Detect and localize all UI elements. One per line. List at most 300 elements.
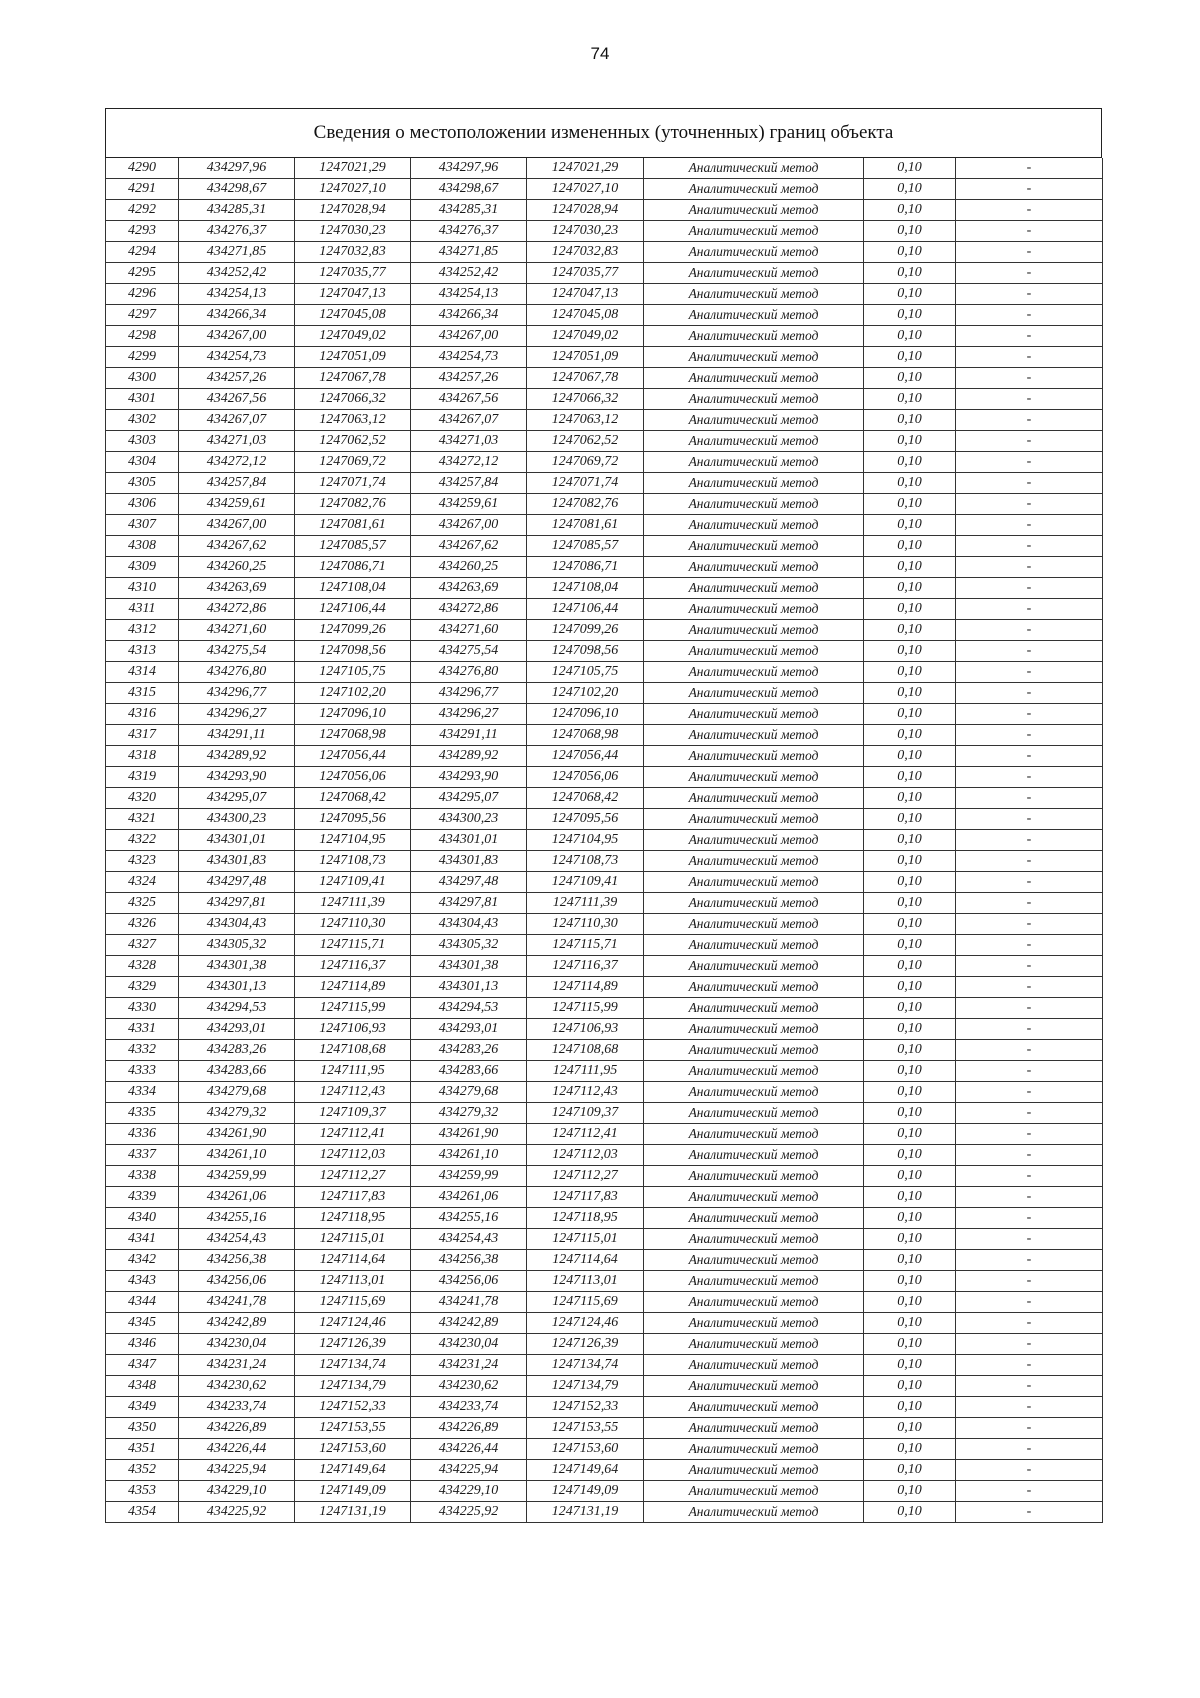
boundary-coordinates-table bbox=[105, 158, 1103, 1523]
y-existing-cell: 1247086,71 bbox=[295, 557, 411, 578]
point-number-cell: 4315 bbox=[106, 683, 179, 704]
note-cell: - bbox=[956, 1418, 1103, 1439]
accuracy-cell: 0,10 bbox=[864, 830, 956, 851]
x-new-cell: 434231,24 bbox=[411, 1355, 527, 1376]
accuracy-cell: 0,10 bbox=[864, 1166, 956, 1187]
boundary-table-container bbox=[105, 108, 1102, 1523]
table-row bbox=[106, 473, 1103, 494]
y-new-cell: 1247049,02 bbox=[527, 326, 644, 347]
method-cell: Аналитический метод bbox=[644, 284, 864, 305]
y-existing-cell: 1247108,04 bbox=[295, 578, 411, 599]
y-new-cell: 1247118,95 bbox=[527, 1208, 644, 1229]
y-existing-cell: 1247112,43 bbox=[295, 1082, 411, 1103]
method-cell: Аналитический метод bbox=[644, 872, 864, 893]
y-existing-cell: 1247118,95 bbox=[295, 1208, 411, 1229]
x-new-cell: 434263,69 bbox=[411, 578, 527, 599]
accuracy-cell: 0,10 bbox=[864, 914, 956, 935]
y-existing-cell: 1247095,56 bbox=[295, 809, 411, 830]
note-cell: - bbox=[956, 704, 1103, 725]
y-existing-cell: 1247045,08 bbox=[295, 305, 411, 326]
x-new-cell: 434267,62 bbox=[411, 536, 527, 557]
accuracy-cell: 0,10 bbox=[864, 599, 956, 620]
method-cell: Аналитический метод bbox=[644, 1208, 864, 1229]
x-new-cell: 434261,90 bbox=[411, 1124, 527, 1145]
y-existing-cell: 1247051,09 bbox=[295, 347, 411, 368]
note-cell: - bbox=[956, 599, 1103, 620]
x-existing-cell: 434279,68 bbox=[179, 1082, 295, 1103]
y-existing-cell: 1247126,39 bbox=[295, 1334, 411, 1355]
y-existing-cell: 1247081,61 bbox=[295, 515, 411, 536]
method-cell: Аналитический метод bbox=[644, 851, 864, 872]
table-row bbox=[106, 452, 1103, 473]
y-existing-cell: 1247099,26 bbox=[295, 620, 411, 641]
note-cell: - bbox=[956, 1334, 1103, 1355]
note-cell: - bbox=[956, 1250, 1103, 1271]
x-existing-cell: 434272,12 bbox=[179, 452, 295, 473]
accuracy-cell: 0,10 bbox=[864, 368, 956, 389]
point-number-cell: 4351 bbox=[106, 1439, 179, 1460]
y-new-cell: 1247114,64 bbox=[527, 1250, 644, 1271]
note-cell: - bbox=[956, 242, 1103, 263]
y-existing-cell: 1247108,73 bbox=[295, 851, 411, 872]
point-number-cell: 4301 bbox=[106, 389, 179, 410]
y-new-cell: 1247134,79 bbox=[527, 1376, 644, 1397]
point-number-cell: 4338 bbox=[106, 1166, 179, 1187]
accuracy-cell: 0,10 bbox=[864, 389, 956, 410]
accuracy-cell: 0,10 bbox=[864, 1019, 956, 1040]
table-row bbox=[106, 1502, 1103, 1523]
table-row bbox=[106, 200, 1103, 221]
point-number-cell: 4305 bbox=[106, 473, 179, 494]
accuracy-cell: 0,10 bbox=[864, 1502, 956, 1523]
table-row bbox=[106, 1376, 1103, 1397]
note-cell: - bbox=[956, 935, 1103, 956]
x-existing-cell: 434283,26 bbox=[179, 1040, 295, 1061]
method-cell: Аналитический метод bbox=[644, 1040, 864, 1061]
point-number-cell: 4323 bbox=[106, 851, 179, 872]
y-new-cell: 1247105,75 bbox=[527, 662, 644, 683]
x-new-cell: 434297,96 bbox=[411, 158, 527, 179]
accuracy-cell: 0,10 bbox=[864, 1061, 956, 1082]
method-cell: Аналитический метод bbox=[644, 1250, 864, 1271]
note-cell: - bbox=[956, 389, 1103, 410]
point-number-cell: 4346 bbox=[106, 1334, 179, 1355]
note-cell: - bbox=[956, 578, 1103, 599]
accuracy-cell: 0,10 bbox=[864, 725, 956, 746]
note-cell: - bbox=[956, 305, 1103, 326]
y-existing-cell: 1247115,71 bbox=[295, 935, 411, 956]
accuracy-cell: 0,10 bbox=[864, 1376, 956, 1397]
note-cell: - bbox=[956, 284, 1103, 305]
method-cell: Аналитический метод bbox=[644, 620, 864, 641]
method-cell: Аналитический метод bbox=[644, 1292, 864, 1313]
point-number-cell: 4313 bbox=[106, 641, 179, 662]
table-row bbox=[106, 1481, 1103, 1502]
note-cell: - bbox=[956, 1502, 1103, 1523]
point-number-cell: 4310 bbox=[106, 578, 179, 599]
table-row bbox=[106, 1040, 1103, 1061]
y-existing-cell: 1247068,42 bbox=[295, 788, 411, 809]
x-new-cell: 434254,13 bbox=[411, 284, 527, 305]
x-new-cell: 434272,12 bbox=[411, 452, 527, 473]
x-new-cell: 434259,61 bbox=[411, 494, 527, 515]
note-cell: - bbox=[956, 851, 1103, 872]
table-row bbox=[106, 1334, 1103, 1355]
point-number-cell: 4321 bbox=[106, 809, 179, 830]
note-cell: - bbox=[956, 1376, 1103, 1397]
x-existing-cell: 434301,01 bbox=[179, 830, 295, 851]
note-cell: - bbox=[956, 1019, 1103, 1040]
y-new-cell: 1247032,83 bbox=[527, 242, 644, 263]
accuracy-cell: 0,10 bbox=[864, 767, 956, 788]
method-cell: Аналитический метод bbox=[644, 788, 864, 809]
y-existing-cell: 1247114,64 bbox=[295, 1250, 411, 1271]
x-new-cell: 434252,42 bbox=[411, 263, 527, 284]
y-existing-cell: 1247098,56 bbox=[295, 641, 411, 662]
y-existing-cell: 1247021,29 bbox=[295, 158, 411, 179]
method-cell: Аналитический метод bbox=[644, 1061, 864, 1082]
point-number-cell: 4354 bbox=[106, 1502, 179, 1523]
x-new-cell: 434267,07 bbox=[411, 410, 527, 431]
accuracy-cell: 0,10 bbox=[864, 1271, 956, 1292]
accuracy-cell: 0,10 bbox=[864, 1334, 956, 1355]
y-new-cell: 1247081,61 bbox=[527, 515, 644, 536]
table-row bbox=[106, 494, 1103, 515]
y-new-cell: 1247152,33 bbox=[527, 1397, 644, 1418]
method-cell: Аналитический метод bbox=[644, 263, 864, 284]
table-row bbox=[106, 1418, 1103, 1439]
x-existing-cell: 434271,60 bbox=[179, 620, 295, 641]
y-existing-cell: 1247106,44 bbox=[295, 599, 411, 620]
y-existing-cell: 1247049,02 bbox=[295, 326, 411, 347]
point-number-cell: 4290 bbox=[106, 158, 179, 179]
method-cell: Аналитический метод bbox=[644, 1334, 864, 1355]
y-new-cell: 1247115,69 bbox=[527, 1292, 644, 1313]
y-existing-cell: 1247028,94 bbox=[295, 200, 411, 221]
table-row bbox=[106, 809, 1103, 830]
y-new-cell: 1247045,08 bbox=[527, 305, 644, 326]
y-new-cell: 1247021,29 bbox=[527, 158, 644, 179]
accuracy-cell: 0,10 bbox=[864, 641, 956, 662]
y-new-cell: 1247111,95 bbox=[527, 1061, 644, 1082]
note-cell: - bbox=[956, 326, 1103, 347]
y-new-cell: 1247085,57 bbox=[527, 536, 644, 557]
point-number-cell: 4322 bbox=[106, 830, 179, 851]
y-existing-cell: 1247131,19 bbox=[295, 1502, 411, 1523]
y-new-cell: 1247124,46 bbox=[527, 1313, 644, 1334]
accuracy-cell: 0,10 bbox=[864, 1439, 956, 1460]
note-cell: - bbox=[956, 1187, 1103, 1208]
point-number-cell: 4292 bbox=[106, 200, 179, 221]
y-existing-cell: 1247114,89 bbox=[295, 977, 411, 998]
x-existing-cell: 434259,61 bbox=[179, 494, 295, 515]
y-existing-cell: 1247117,83 bbox=[295, 1187, 411, 1208]
y-new-cell: 1247068,98 bbox=[527, 725, 644, 746]
x-new-cell: 434255,16 bbox=[411, 1208, 527, 1229]
accuracy-cell: 0,10 bbox=[864, 1040, 956, 1061]
method-cell: Аналитический метод bbox=[644, 1019, 864, 1040]
x-existing-cell: 434293,90 bbox=[179, 767, 295, 788]
point-number-cell: 4330 bbox=[106, 998, 179, 1019]
point-number-cell: 4319 bbox=[106, 767, 179, 788]
x-new-cell: 434295,07 bbox=[411, 788, 527, 809]
table-row bbox=[106, 1250, 1103, 1271]
note-cell: - bbox=[956, 1460, 1103, 1481]
accuracy-cell: 0,10 bbox=[864, 347, 956, 368]
x-existing-cell: 434276,37 bbox=[179, 221, 295, 242]
method-cell: Аналитический метод bbox=[644, 641, 864, 662]
note-cell: - bbox=[956, 431, 1103, 452]
table-row bbox=[106, 872, 1103, 893]
method-cell: Аналитический метод bbox=[644, 1082, 864, 1103]
y-new-cell: 1247117,83 bbox=[527, 1187, 644, 1208]
note-cell: - bbox=[956, 1271, 1103, 1292]
method-cell: Аналитический метод bbox=[644, 473, 864, 494]
point-number-cell: 4350 bbox=[106, 1418, 179, 1439]
y-new-cell: 1247115,71 bbox=[527, 935, 644, 956]
table-row bbox=[106, 284, 1103, 305]
method-cell: Аналитический метод bbox=[644, 1376, 864, 1397]
table-row bbox=[106, 1166, 1103, 1187]
accuracy-cell: 0,10 bbox=[864, 704, 956, 725]
accuracy-cell: 0,10 bbox=[864, 1208, 956, 1229]
x-existing-cell: 434271,03 bbox=[179, 431, 295, 452]
table-row bbox=[106, 998, 1103, 1019]
method-cell: Аналитический метод bbox=[644, 1397, 864, 1418]
y-new-cell: 1247116,37 bbox=[527, 956, 644, 977]
accuracy-cell: 0,10 bbox=[864, 431, 956, 452]
note-cell: - bbox=[956, 662, 1103, 683]
y-new-cell: 1247051,09 bbox=[527, 347, 644, 368]
x-existing-cell: 434283,66 bbox=[179, 1061, 295, 1082]
x-existing-cell: 434256,38 bbox=[179, 1250, 295, 1271]
y-existing-cell: 1247116,37 bbox=[295, 956, 411, 977]
point-number-cell: 4303 bbox=[106, 431, 179, 452]
note-cell: - bbox=[956, 494, 1103, 515]
y-existing-cell: 1247085,57 bbox=[295, 536, 411, 557]
y-new-cell: 1247104,95 bbox=[527, 830, 644, 851]
table-row bbox=[106, 683, 1103, 704]
note-cell: - bbox=[956, 956, 1103, 977]
point-number-cell: 4331 bbox=[106, 1019, 179, 1040]
x-existing-cell: 434256,06 bbox=[179, 1271, 295, 1292]
y-new-cell: 1247066,32 bbox=[527, 389, 644, 410]
y-new-cell: 1247149,64 bbox=[527, 1460, 644, 1481]
x-existing-cell: 434254,43 bbox=[179, 1229, 295, 1250]
method-cell: Аналитический метод bbox=[644, 368, 864, 389]
x-new-cell: 434271,60 bbox=[411, 620, 527, 641]
point-number-cell: 4339 bbox=[106, 1187, 179, 1208]
table-row bbox=[106, 578, 1103, 599]
point-number-cell: 4307 bbox=[106, 515, 179, 536]
x-existing-cell: 434233,74 bbox=[179, 1397, 295, 1418]
y-existing-cell: 1247066,32 bbox=[295, 389, 411, 410]
accuracy-cell: 0,10 bbox=[864, 578, 956, 599]
method-cell: Аналитический метод bbox=[644, 977, 864, 998]
note-cell: - bbox=[956, 683, 1103, 704]
y-new-cell: 1247109,41 bbox=[527, 872, 644, 893]
table-row bbox=[106, 746, 1103, 767]
table-row bbox=[106, 326, 1103, 347]
point-number-cell: 4342 bbox=[106, 1250, 179, 1271]
x-new-cell: 434261,06 bbox=[411, 1187, 527, 1208]
x-new-cell: 434296,27 bbox=[411, 704, 527, 725]
method-cell: Аналитический метод bbox=[644, 893, 864, 914]
x-new-cell: 434289,92 bbox=[411, 746, 527, 767]
table-row bbox=[106, 242, 1103, 263]
y-new-cell: 1247153,55 bbox=[527, 1418, 644, 1439]
note-cell: - bbox=[956, 410, 1103, 431]
method-cell: Аналитический метод bbox=[644, 578, 864, 599]
y-existing-cell: 1247062,52 bbox=[295, 431, 411, 452]
x-new-cell: 434279,32 bbox=[411, 1103, 527, 1124]
note-cell: - bbox=[956, 179, 1103, 200]
accuracy-cell: 0,10 bbox=[864, 872, 956, 893]
point-number-cell: 4353 bbox=[106, 1481, 179, 1502]
x-new-cell: 434300,23 bbox=[411, 809, 527, 830]
accuracy-cell: 0,10 bbox=[864, 1418, 956, 1439]
x-existing-cell: 434291,11 bbox=[179, 725, 295, 746]
y-existing-cell: 1247111,39 bbox=[295, 893, 411, 914]
point-number-cell: 4316 bbox=[106, 704, 179, 725]
accuracy-cell: 0,10 bbox=[864, 179, 956, 200]
table-row bbox=[106, 620, 1103, 641]
y-new-cell: 1247110,30 bbox=[527, 914, 644, 935]
x-existing-cell: 434267,00 bbox=[179, 515, 295, 536]
x-existing-cell: 434229,10 bbox=[179, 1481, 295, 1502]
table-row bbox=[106, 1019, 1103, 1040]
table-row bbox=[106, 1124, 1103, 1145]
table-row bbox=[106, 557, 1103, 578]
x-existing-cell: 434267,56 bbox=[179, 389, 295, 410]
y-new-cell: 1247063,12 bbox=[527, 410, 644, 431]
y-new-cell: 1247113,01 bbox=[527, 1271, 644, 1292]
accuracy-cell: 0,10 bbox=[864, 305, 956, 326]
x-existing-cell: 434257,84 bbox=[179, 473, 295, 494]
x-existing-cell: 434230,04 bbox=[179, 1334, 295, 1355]
point-number-cell: 4344 bbox=[106, 1292, 179, 1313]
x-existing-cell: 434252,42 bbox=[179, 263, 295, 284]
note-cell: - bbox=[956, 557, 1103, 578]
note-cell: - bbox=[956, 452, 1103, 473]
point-number-cell: 4295 bbox=[106, 263, 179, 284]
x-new-cell: 434230,04 bbox=[411, 1334, 527, 1355]
x-existing-cell: 434261,10 bbox=[179, 1145, 295, 1166]
accuracy-cell: 0,10 bbox=[864, 494, 956, 515]
point-number-cell: 4309 bbox=[106, 557, 179, 578]
y-existing-cell: 1247115,01 bbox=[295, 1229, 411, 1250]
x-new-cell: 434276,37 bbox=[411, 221, 527, 242]
note-cell: - bbox=[956, 914, 1103, 935]
point-number-cell: 4297 bbox=[106, 305, 179, 326]
accuracy-cell: 0,10 bbox=[864, 158, 956, 179]
x-new-cell: 434305,32 bbox=[411, 935, 527, 956]
point-number-cell: 4317 bbox=[106, 725, 179, 746]
note-cell: - bbox=[956, 1208, 1103, 1229]
y-new-cell: 1247108,73 bbox=[527, 851, 644, 872]
x-existing-cell: 434254,13 bbox=[179, 284, 295, 305]
note-cell: - bbox=[956, 998, 1103, 1019]
y-new-cell: 1247106,44 bbox=[527, 599, 644, 620]
note-cell: - bbox=[956, 515, 1103, 536]
x-existing-cell: 434298,67 bbox=[179, 179, 295, 200]
table-row bbox=[106, 1397, 1103, 1418]
y-new-cell: 1247099,26 bbox=[527, 620, 644, 641]
x-existing-cell: 434261,06 bbox=[179, 1187, 295, 1208]
accuracy-cell: 0,10 bbox=[864, 1145, 956, 1166]
note-cell: - bbox=[956, 1313, 1103, 1334]
method-cell: Аналитический метод bbox=[644, 1439, 864, 1460]
method-cell: Аналитический метод bbox=[644, 515, 864, 536]
y-existing-cell: 1247115,99 bbox=[295, 998, 411, 1019]
accuracy-cell: 0,10 bbox=[864, 1313, 956, 1334]
note-cell: - bbox=[956, 1082, 1103, 1103]
method-cell: Аналитический метод bbox=[644, 158, 864, 179]
y-existing-cell: 1247112,03 bbox=[295, 1145, 411, 1166]
y-existing-cell: 1247047,13 bbox=[295, 284, 411, 305]
method-cell: Аналитический метод bbox=[644, 221, 864, 242]
note-cell: - bbox=[956, 347, 1103, 368]
y-existing-cell: 1247115,69 bbox=[295, 1292, 411, 1313]
note-cell: - bbox=[956, 725, 1103, 746]
x-existing-cell: 434301,83 bbox=[179, 851, 295, 872]
table-row bbox=[106, 1355, 1103, 1376]
point-number-cell: 4324 bbox=[106, 872, 179, 893]
x-new-cell: 434283,66 bbox=[411, 1061, 527, 1082]
x-new-cell: 434304,43 bbox=[411, 914, 527, 935]
method-cell: Аналитический метод bbox=[644, 1313, 864, 1334]
accuracy-cell: 0,10 bbox=[864, 1460, 956, 1481]
x-new-cell: 434272,86 bbox=[411, 599, 527, 620]
x-new-cell: 434226,44 bbox=[411, 1439, 527, 1460]
method-cell: Аналитический метод bbox=[644, 1355, 864, 1376]
y-new-cell: 1247115,99 bbox=[527, 998, 644, 1019]
table-row bbox=[106, 956, 1103, 977]
y-existing-cell: 1247082,76 bbox=[295, 494, 411, 515]
y-new-cell: 1247056,44 bbox=[527, 746, 644, 767]
table-row bbox=[106, 179, 1103, 200]
note-cell: - bbox=[956, 809, 1103, 830]
y-existing-cell: 1247108,68 bbox=[295, 1040, 411, 1061]
x-new-cell: 434254,43 bbox=[411, 1229, 527, 1250]
x-existing-cell: 434297,96 bbox=[179, 158, 295, 179]
x-existing-cell: 434301,13 bbox=[179, 977, 295, 998]
method-cell: Аналитический метод bbox=[644, 998, 864, 1019]
table-row bbox=[106, 641, 1103, 662]
note-cell: - bbox=[956, 767, 1103, 788]
x-existing-cell: 434294,53 bbox=[179, 998, 295, 1019]
note-cell: - bbox=[956, 1124, 1103, 1145]
table-row bbox=[106, 1208, 1103, 1229]
x-existing-cell: 434257,26 bbox=[179, 368, 295, 389]
method-cell: Аналитический метод bbox=[644, 200, 864, 221]
table-row bbox=[106, 221, 1103, 242]
y-existing-cell: 1247056,06 bbox=[295, 767, 411, 788]
method-cell: Аналитический метод bbox=[644, 536, 864, 557]
method-cell: Аналитический метод bbox=[644, 662, 864, 683]
point-number-cell: 4334 bbox=[106, 1082, 179, 1103]
y-existing-cell: 1247069,72 bbox=[295, 452, 411, 473]
method-cell: Аналитический метод bbox=[644, 1229, 864, 1250]
table-row bbox=[106, 599, 1103, 620]
point-number-cell: 4347 bbox=[106, 1355, 179, 1376]
table-row bbox=[106, 893, 1103, 914]
y-new-cell: 1247115,01 bbox=[527, 1229, 644, 1250]
y-new-cell: 1247112,03 bbox=[527, 1145, 644, 1166]
point-number-cell: 4312 bbox=[106, 620, 179, 641]
y-existing-cell: 1247111,95 bbox=[295, 1061, 411, 1082]
method-cell: Аналитический метод bbox=[644, 1166, 864, 1187]
